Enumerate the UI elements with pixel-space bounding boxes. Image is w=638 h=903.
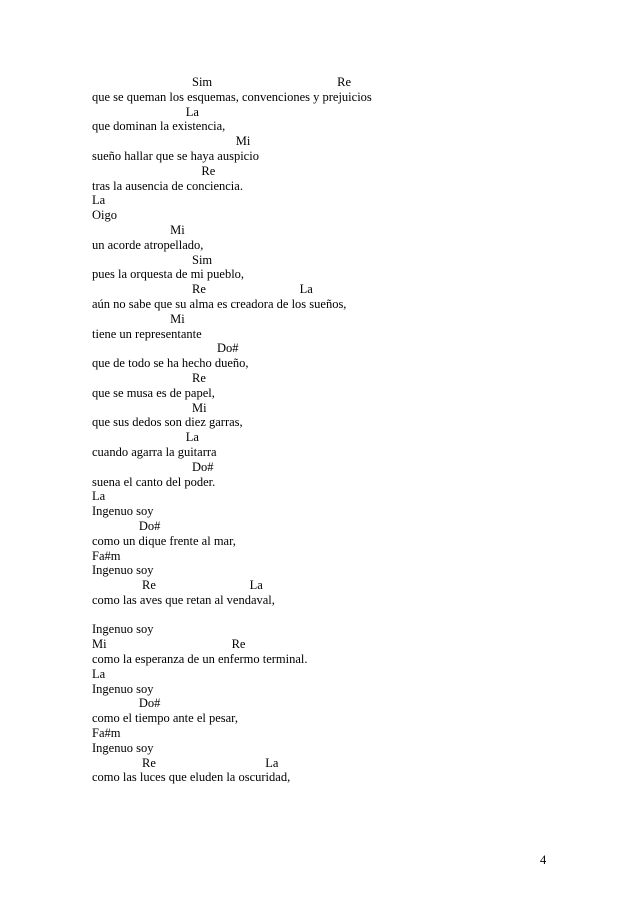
lyric-line: que dominan la existencia, xyxy=(92,119,226,134)
lyric-line: tras la ausencia de conciencia. xyxy=(92,178,243,193)
chord-line: Do# xyxy=(92,518,161,533)
chord-line: Re La xyxy=(92,755,279,770)
lyric-line: Oigo xyxy=(92,208,117,223)
chord-line: Re La xyxy=(92,578,263,593)
chord-line: Fa#m xyxy=(92,726,121,741)
lyric-line: que se queman los esquemas, convenciones y prejuicios xyxy=(92,89,372,104)
lyric-line: sueño hallar que se haya auspicio xyxy=(92,148,259,163)
lyric-line: que de todo se ha hecho dueño, xyxy=(92,356,249,371)
chord-line: Re La xyxy=(92,282,313,297)
lyric-line: Ingenuo soy xyxy=(92,740,154,755)
chord-line: La xyxy=(92,430,199,445)
chord-line: La xyxy=(92,489,106,504)
lyric-line: como la esperanza de un enfermo terminal. xyxy=(92,652,308,667)
lyric-line: que sus dedos son diez garras, xyxy=(92,415,243,430)
lyric-line: pues la orquesta de mi pueblo, xyxy=(92,267,245,282)
lyric-line: Ingenuo soy xyxy=(92,681,154,696)
chord-line: La xyxy=(92,193,106,208)
chord-line: Mi xyxy=(92,400,207,415)
chord-line: Sim xyxy=(92,252,213,267)
chord-line: Do# xyxy=(92,341,239,356)
lyric-line: como las luces que eluden la oscuridad, xyxy=(92,770,291,785)
chord-line: Do# xyxy=(92,696,161,711)
chord-line: Re xyxy=(92,163,216,178)
lyric-line: un acorde atropellado, xyxy=(92,237,204,252)
lyric-line: cuando agarra la guitarra xyxy=(92,444,217,459)
song-lyrics-with-chords xyxy=(92,75,592,785)
lyric-line: Ingenuo soy xyxy=(92,504,154,519)
lyric-line: que se musa es de papel, xyxy=(92,385,215,400)
chord-line: Mi Re xyxy=(92,637,246,652)
chord-line: Mi xyxy=(92,134,251,149)
chord-line: La xyxy=(92,666,106,681)
lyric-line: suena el canto del poder. xyxy=(92,474,216,489)
chord-line: Sim Re xyxy=(92,75,352,89)
chord-line: Mi xyxy=(92,222,185,237)
chord-line: Mi xyxy=(92,311,185,326)
lyric-line: como las aves que retan al vendaval, xyxy=(92,592,275,607)
chord-line: Do# xyxy=(92,459,214,474)
lyric-line: tiene un representante xyxy=(92,326,202,341)
chord-line: La xyxy=(92,104,199,119)
lyric-line: como el tiempo ante el pesar, xyxy=(92,711,238,726)
lyric-line: aún no sabe que su alma es creadora de los sueños, xyxy=(92,296,347,311)
chord-line: Re xyxy=(92,370,206,385)
blank-line xyxy=(92,608,592,623)
lyric-line: Ingenuo soy xyxy=(92,622,154,637)
lyric-line: Ingenuo soy xyxy=(92,563,154,578)
page-number: 4 xyxy=(540,853,547,867)
lyric-line: como un dique frente al mar, xyxy=(92,533,236,548)
chord-line: Fa#m xyxy=(92,548,121,563)
